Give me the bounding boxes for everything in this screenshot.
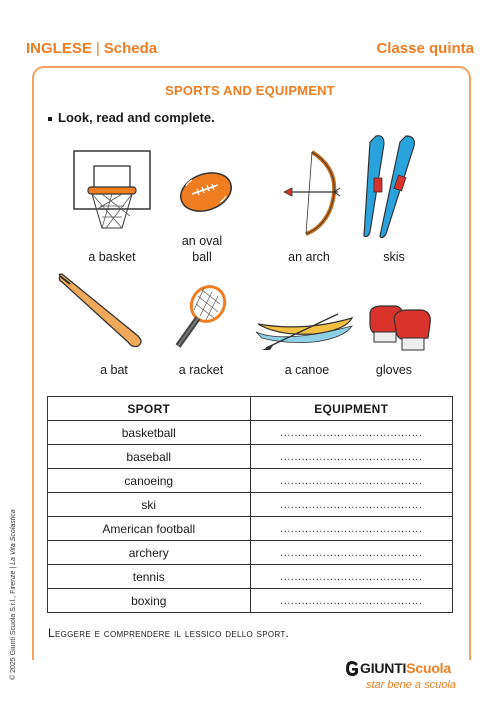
instruction-text: Look, read and complete. — [58, 110, 215, 125]
table-row — [48, 493, 453, 517]
arch-icon — [282, 150, 340, 236]
sport-cell: canoeing — [48, 469, 251, 493]
publisher-logo — [346, 660, 466, 700]
header-subject — [26, 40, 157, 57]
table-row — [48, 445, 453, 469]
bullet-icon — [48, 117, 52, 121]
column-header-equipment: EQUIPMENT — [250, 397, 453, 421]
table-row — [48, 469, 453, 493]
sports-table — [47, 396, 453, 613]
table-row — [48, 517, 453, 541]
sheet-label: Scheda — [103, 40, 158, 57]
bat-icon — [56, 272, 144, 348]
table-row — [48, 565, 453, 589]
equipment-blank[interactable]: ........................................ — [250, 469, 453, 493]
picture-label: a bat — [100, 363, 128, 377]
equipment-blank[interactable]: ........................................ — [250, 589, 453, 613]
picture-label: a basket — [88, 250, 136, 264]
class-label: Classe quinta — [376, 40, 474, 57]
equipment-blank[interactable]: ........................................ — [250, 445, 453, 469]
sport-cell: ski — [48, 493, 251, 517]
equipment-blank[interactable]: ........................................ — [250, 421, 453, 445]
table-row — [48, 421, 453, 445]
equipment-blank[interactable]: ........................................ — [250, 541, 453, 565]
equipment-blank[interactable]: ........................................ — [250, 517, 453, 541]
table-header-row — [48, 397, 453, 421]
logo-tagline: star bene a scuola — [366, 679, 456, 691]
picture-label: gloves — [375, 363, 413, 377]
gloves-icon — [366, 304, 434, 354]
sport-cell: American football — [48, 517, 251, 541]
picture-label: a canoe — [284, 363, 330, 377]
picture-label: a racket — [178, 363, 224, 377]
giunti-logo-icon — [346, 661, 359, 676]
sport-cell: boxing — [48, 589, 251, 613]
picture-label: an oval ball — [181, 234, 223, 264]
table-row — [48, 541, 453, 565]
oval-ball-icon — [178, 170, 234, 214]
racket-icon — [172, 284, 228, 354]
skis-icon — [362, 132, 426, 240]
sport-cell: baseball — [48, 445, 251, 469]
sport-cell: archery — [48, 541, 251, 565]
picture-label: an arch — [288, 250, 330, 264]
logo-wordmark: GIUNTIScuola — [360, 660, 451, 676]
sport-cell: tennis — [48, 565, 251, 589]
instruction — [48, 110, 215, 125]
sport-cell: basketball — [48, 421, 251, 445]
equipment-blank[interactable]: ........................................ — [250, 493, 453, 517]
picture-label: skis — [383, 250, 405, 264]
equipment-blank[interactable]: ........................................ — [250, 565, 453, 589]
header-separator: | — [95, 40, 100, 57]
learning-goal: Leggere e comprendere il lessico dello sport. — [48, 626, 290, 640]
subject-label: INGLESE — [26, 40, 92, 57]
table-row — [48, 589, 453, 613]
basket-hoop-icon — [72, 150, 152, 236]
page-title: SPORTS AND EQUIPMENT — [165, 83, 335, 98]
copyright-note: © 2025 Giunti Scuola S.r.l., Firenze | La Vita Scolastica — [10, 509, 17, 680]
canoe-icon — [254, 312, 356, 352]
column-header-sport: SPORT — [48, 397, 251, 421]
